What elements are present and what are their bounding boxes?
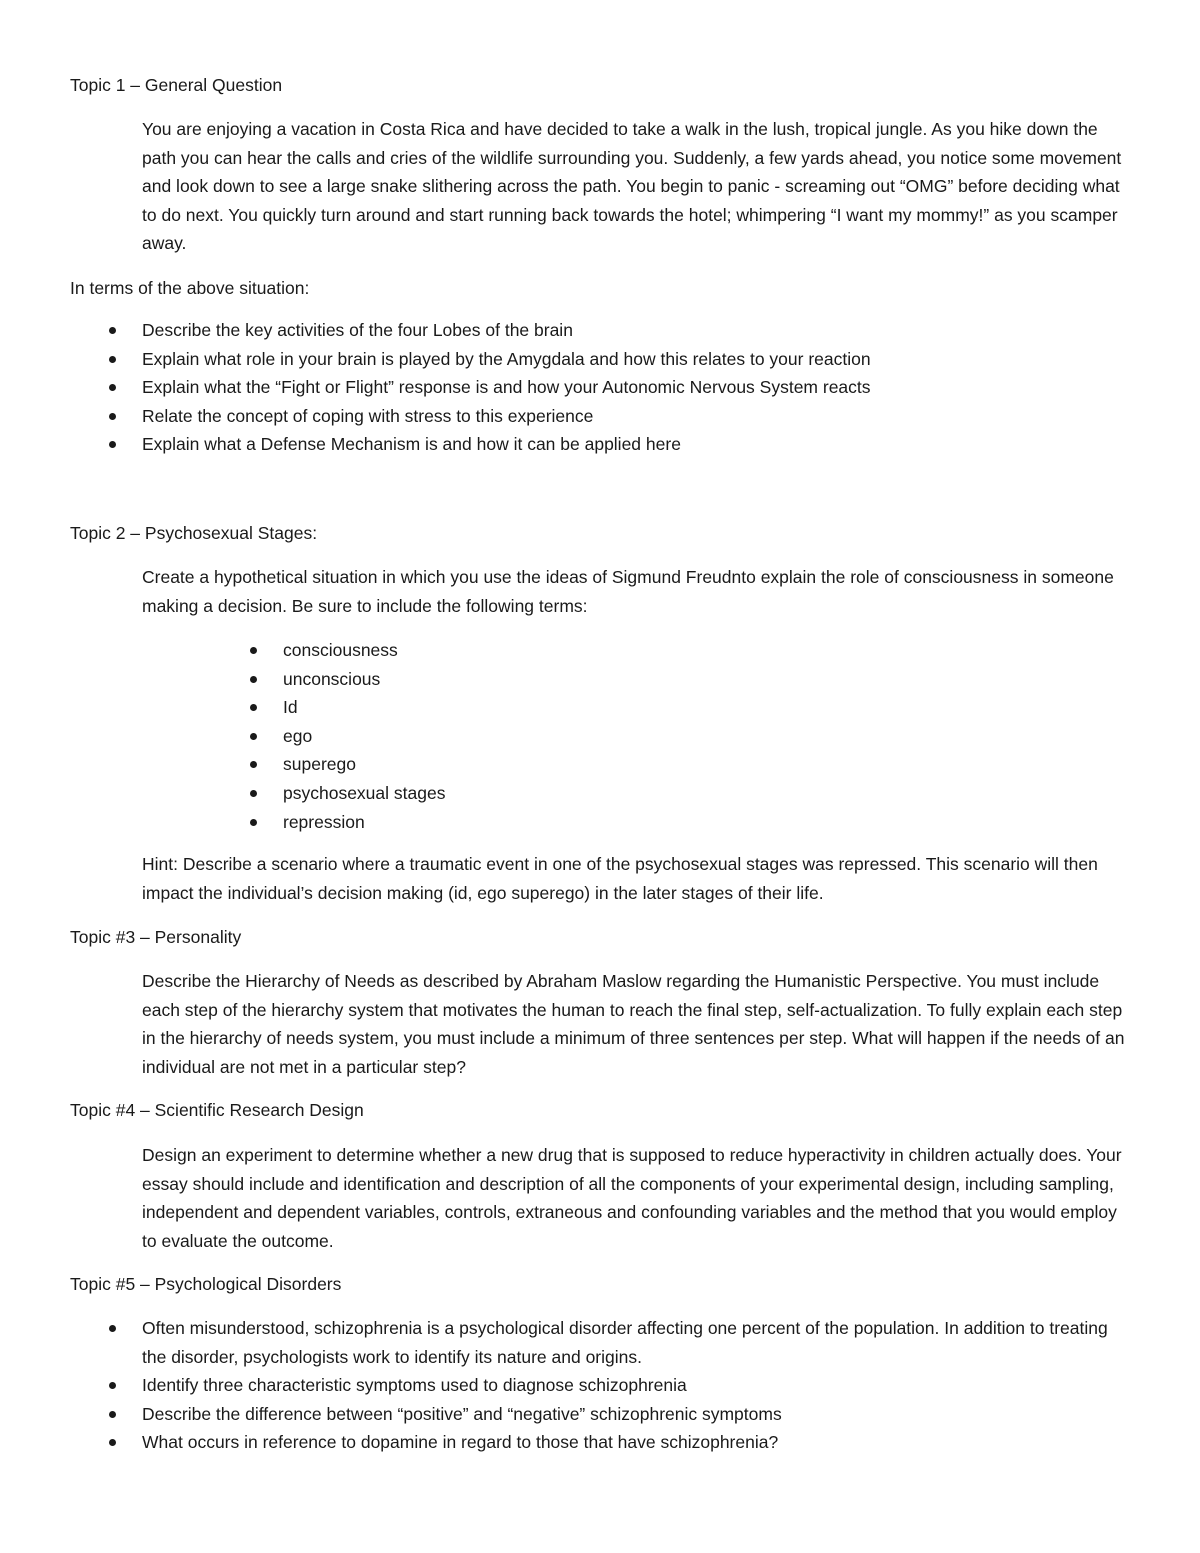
topic-4-paragraph: Design an experiment to determine whether a new drug that is supposed to reduce hyperactivity in children actually does. Your essay should include and identification and description of all the components of your experimental design, including sampling, independent and dependent variables, controls, extraneous and confounding variables and the method that you would employ to evaluate the outcome. — [142, 1145, 1122, 1251]
bullet-icon — [250, 733, 257, 740]
topic-5-heading: Topic #5 – Psychological Disorders — [70, 1274, 342, 1294]
bullet-icon — [109, 441, 116, 448]
list-item: Describe the difference between “positive” and “negative” schizophrenic symptoms — [142, 1400, 1132, 1429]
bullet-icon — [250, 761, 257, 768]
list-item: consciousness — [283, 636, 883, 665]
bullet-icon — [250, 819, 257, 826]
list-item: Identify three characteristic symptoms used to diagnose schizophrenia — [142, 1371, 1132, 1400]
bullet-icon — [109, 413, 116, 420]
list-item: repression — [283, 808, 883, 837]
list-item: psychosexual stages — [283, 779, 883, 808]
topic-1-paragraph: You are enjoying a vacation in Costa Rica and have decided to take a walk in the lush, tropical jungle. As you hike down the path you can hear the calls and cries of the wildlife surrounding you. Suddenly, a few yards ahead, you notice some movement and look down to see a large snake slithering across the path. You begin to panic - screaming out “OMG” before deciding what to do next. You quickly turn around and start running back towards the hotel; whimpering “I want my mommy!” as you scamper away. — [142, 119, 1122, 254]
topic-2-hint: Hint: Describe a scenario where a traumatic event in one of the psychosexual stages was repressed. This scenario will then impact the individual’s decision making (id, ego superego) in the later stages of their life. — [142, 854, 1098, 903]
topic-2-terms-list — [283, 636, 883, 836]
bullet-icon — [250, 676, 257, 683]
list-item: Relate the concept of coping with stress to this experience — [142, 402, 1142, 431]
topic-1-intro: In terms of the above situation: — [70, 278, 310, 298]
list-item: superego — [283, 750, 883, 779]
topic-2-heading: Topic 2 – Psychosexual Stages: — [70, 523, 318, 543]
topic-1-bullet-list — [142, 316, 1142, 459]
topic-3-heading: Topic #3 – Personality — [70, 927, 242, 947]
bullet-icon — [250, 647, 257, 654]
topic-5-bullet-list — [142, 1314, 1132, 1457]
list-item: Often misunderstood, schizophrenia is a psychological disorder affecting one percent of the population. In addition to treating the disorder, psychologists work to identify its nature and origins. — [142, 1314, 1132, 1371]
bullet-icon — [109, 384, 116, 391]
list-item: unconscious — [283, 665, 883, 694]
topic-4-heading: Topic #4 – Scientific Research Design — [70, 1100, 364, 1120]
topic-3-paragraph: Describe the Hierarchy of Needs as described by Abraham Maslow regarding the Humanistic Perspective. You must include each step of the hierarchy system that motivates the human to reach the final step, self-actualization. To fully explain each step in the hierarchy of needs system, you must include a minimum of three sentences per step. What will happen if the needs of an individual are not met in a particular step? — [142, 971, 1125, 1077]
list-item: Id — [283, 693, 883, 722]
topic-2-paragraph: Create a hypothetical situation in which you use the ideas of Sigmund Freudnto explain the role of consciousness in someone making a decision. Be sure to include the following terms: — [142, 567, 1114, 616]
bullet-icon — [109, 327, 116, 334]
bullet-icon — [109, 1382, 116, 1389]
bullet-icon — [109, 1325, 116, 1332]
bullet-icon — [109, 1439, 116, 1446]
list-item: ego — [283, 722, 883, 751]
bullet-icon — [109, 1411, 116, 1418]
bullet-icon — [250, 704, 257, 711]
list-item: What occurs in reference to dopamine in regard to those that have schizophrenia? — [142, 1428, 1132, 1457]
bullet-icon — [109, 356, 116, 363]
list-item: Explain what a Defense Mechanism is and how it can be applied here — [142, 430, 1142, 459]
list-item: Describe the key activities of the four Lobes of the brain — [142, 316, 1142, 345]
list-item: Explain what the “Fight or Flight” response is and how your Autonomic Nervous System reacts — [142, 373, 1142, 402]
list-item: Explain what role in your brain is played by the Amygdala and how this relates to your reaction — [142, 345, 1142, 374]
bullet-icon — [250, 790, 257, 797]
topic-1-heading: Topic 1 – General Question — [70, 75, 283, 95]
